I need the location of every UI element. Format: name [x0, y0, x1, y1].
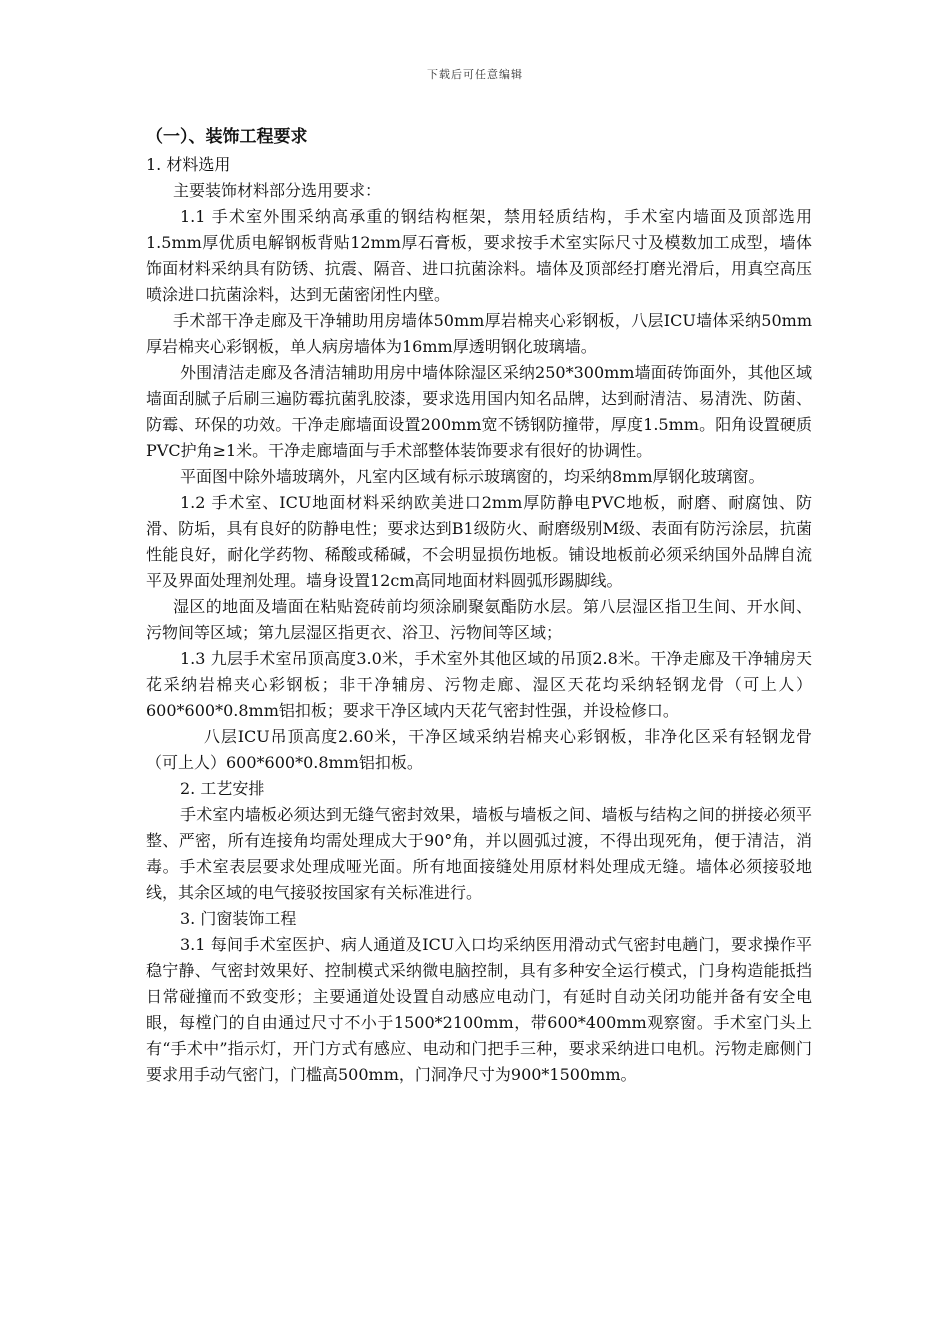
- paragraph-1-2-wet: 湿区的地面及墙面在粘贴瓷砖前均须涂刷聚氨酯防水层。第八层湿区指卫生间、开水间、污物间等区域；第九层湿区指更衣、浴卫、污物间等区域；: [146, 597, 812, 642]
- paragraph-intro: 主要装饰材料部分选用要求：: [173, 181, 382, 200]
- paragraph-1-1: 1.1 手术室外围采纳高承重的钢结构框架，禁用轻质结构，手术室内墙面及顶部选用1.5mm厚优质电解钢板背贴12mm厚石膏板，要求按手术室实际尺寸及模数加工成型，墙体饰面材料采纳具有防锈、抗震、隔音、进口抗菌涂料。墙体及顶部经打磨光滑后，用真空高压喷涂进口抗菌涂料，达到无菌密闭性内壁。: [146, 207, 812, 304]
- paragraph-1-2: 1.2 手术室、ICU地面材料采纳欧美进口2mm厚防静电PVC地板，耐磨、耐腐蚀、防滑、防垢，具有良好的防静电性；要求达到B1级防火、耐磨级别M级、表面有防污涂层，抗菌性能良好，耐化学药物、稀酸或稀碱，不会明显损伤地板。铺设地板前必须采纳国外品牌自流平及界面处理剂处理。墙身设置12cm高同地面材料圆弧形踢脚线。: [146, 493, 812, 590]
- section-title: （一）、装饰工程要求: [146, 127, 308, 147]
- heading-doors-windows: 3. 门窗装饰工程: [180, 909, 297, 928]
- document-body: [146, 124, 812, 1088]
- heading-process: 2. 工艺安排: [180, 779, 265, 798]
- paragraph-1-1-outer: 外围清洁走廊及各清洁辅助用房中墙体除湿区采纳250*300mm墙面砖饰面外，其他区域墙面刮腻子后刷三遍防霉抗菌乳胶漆，要求选用国内知名品牌，达到耐清洁、易清洗、防菌、防霉、环保的功效。干净走廊墙面设置200mm宽不锈钢防撞带，厚度1.5mm。阳角设置硬质PVC护角≥1米。干净走廊墙面与手术部整体装饰要求有很好的协调性。: [146, 363, 812, 460]
- paragraph-1-1-glass: 平面图中除外墙玻璃外，凡室内区域有标示玻璃窗的，均采纳8mm厚钢化玻璃窗。: [180, 467, 765, 486]
- paragraph-1-3: 1.3 九层手术室吊顶高度3.0米，手术室外其他区域的吊顶2.8米。干净走廊及干净辅房天花采纳岩棉夹心彩钢板；非干净辅房、污物走廊、湿区天花均采纳轻钢龙骨（可上人）600*600*0.8mm铝扣板；要求干净区域内天花气密封性强，并设检修口。: [146, 649, 812, 720]
- paragraph-2: 手术室内墙板必须达到无缝气密封效果，墙板与墙板之间、墙板与结构之间的拼接必须平整、严密，所有连接角均需处理成大于90°角，并以圆弧过渡，不得出现死角，便于清洁，消毒。手术室表层要求处理成哑光面。所有地面接缝处用原材料处理成无缝。墙体必须接驳地线，其余区域的电气接驳按国家有关标准进行。: [146, 805, 812, 902]
- paragraph-1-1-walls: 手术部干净走廊及干净辅助用房墙体50mm厚岩棉夹心彩钢板，八层ICU墙体采纳50mm厚岩棉夹心彩钢板，单人病房墙体为16mm厚透明钢化玻璃墙。: [146, 311, 812, 356]
- page-header: 下载后可任意编辑: [427, 68, 523, 81]
- paragraph-3-1: 3.1 每间手术室医护、病人通道及ICU入口均采纳医用滑动式气密封电趟门，要求操作平稳宁静、气密封效果好、控制模式采纳微电脑控制，具有多种安全运行模式，门身构造能抵挡日常碰撞而不致变形；主要通道处设置自动感应电动门，有延时自动关闭功能并备有安全电眼，每樘门的自由通过尺寸不小于1500*2100mm，带600*400mm观察窗。手术室门头上有“手术中”指示灯，开门方式有感应、电动和门把手三种，要求采纳进口电机。污物走廊侧门要求用手动气密门，门槛高500mm，门洞净尺寸为900*1500mm。: [146, 935, 812, 1084]
- heading-materials: 1. 材料选用: [146, 155, 231, 174]
- paragraph-1-3-icu: 八层ICU吊顶高度2.60米，干净区域采纳岩棉夹心彩钢板，非净化区采有轻钢龙骨（可上人）600*600*0.8mm铝扣板。: [146, 727, 812, 772]
